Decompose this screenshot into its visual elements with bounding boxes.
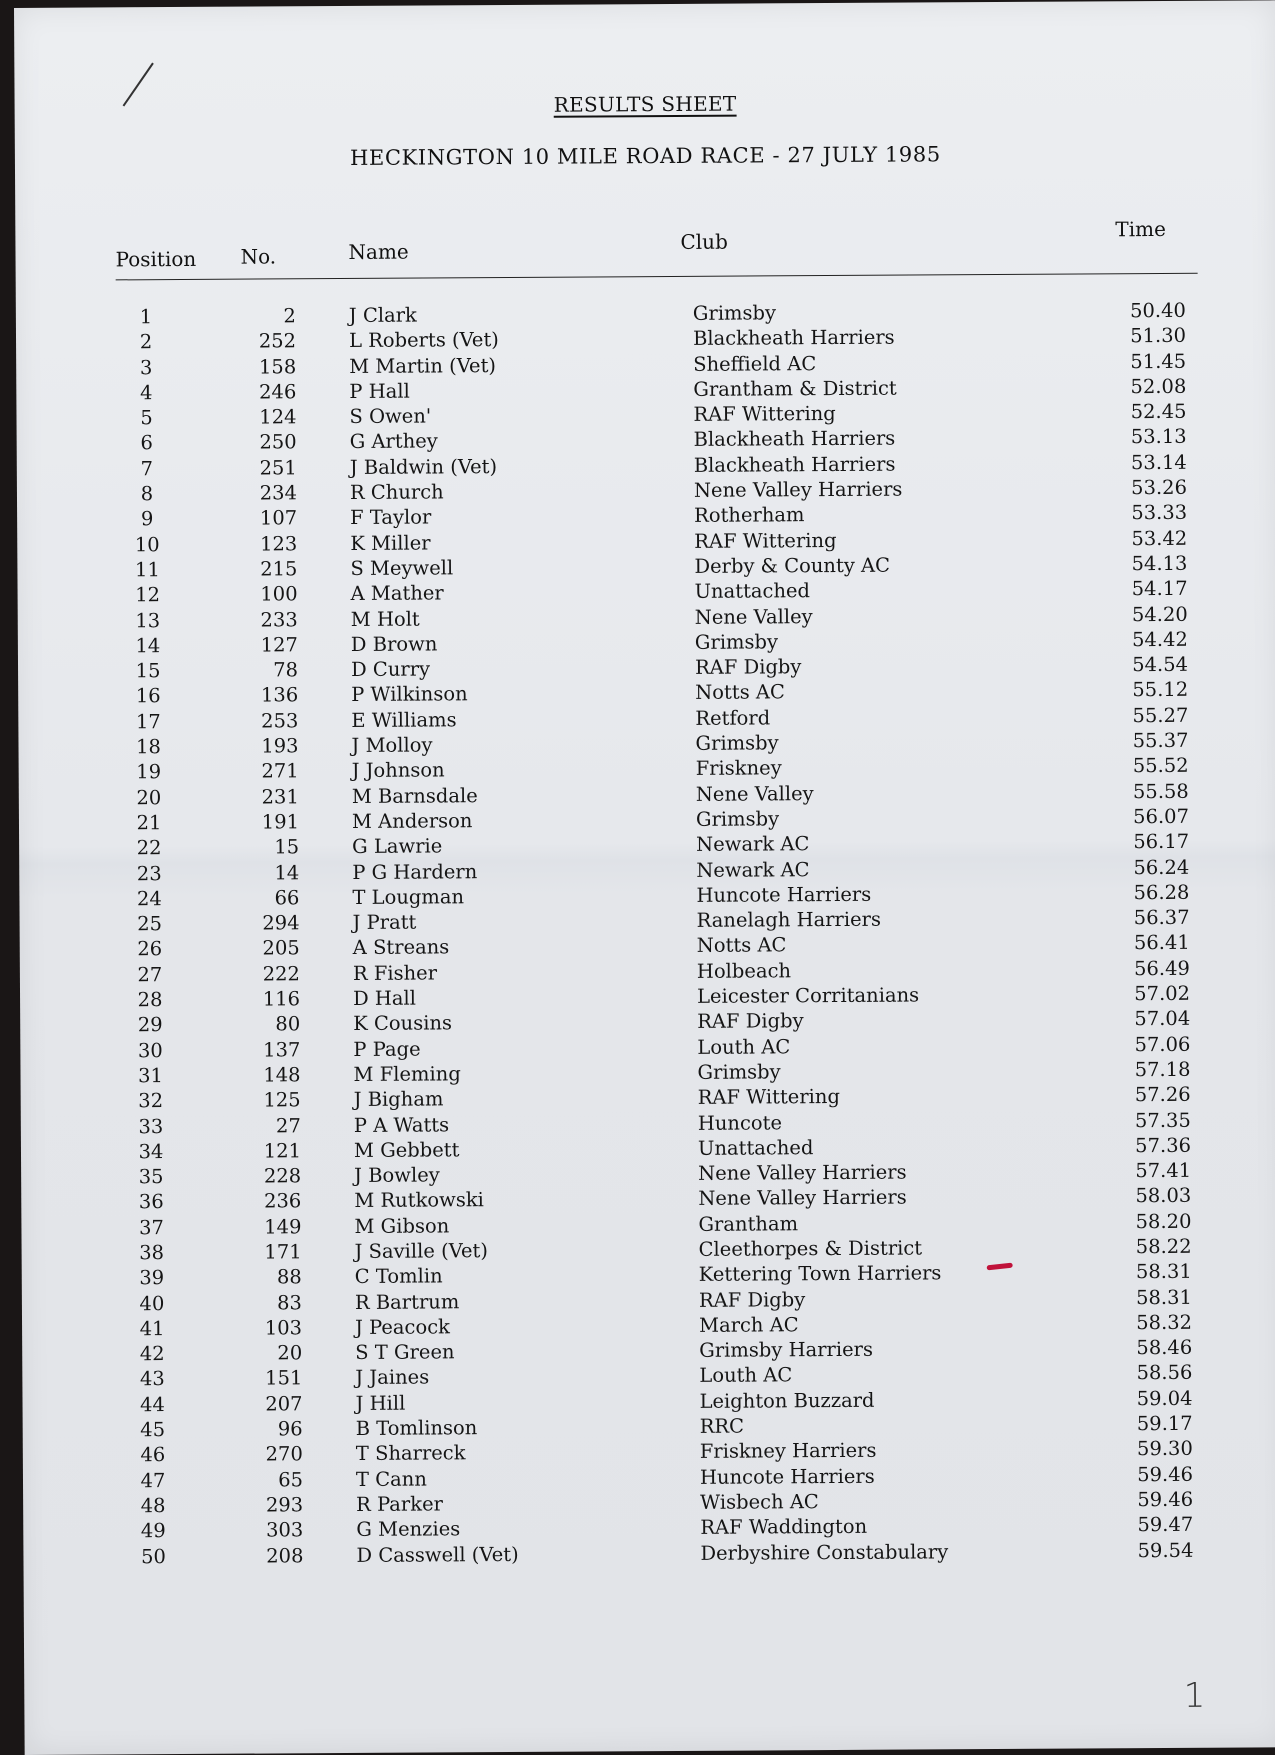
club-cell: Nene Valley bbox=[695, 781, 814, 806]
time-cell: 54.42 bbox=[1131, 627, 1188, 652]
position-cell: 16 bbox=[135, 684, 161, 708]
number-cell: 20 bbox=[277, 1341, 303, 1365]
number-cell: 171 bbox=[264, 1240, 302, 1264]
results-table bbox=[16, 298, 1275, 1571]
club-cell: Friskney Harriers bbox=[699, 1439, 877, 1464]
club-cell: Ranelagh Harriers bbox=[696, 907, 881, 932]
club-cell: Grimsby bbox=[694, 630, 779, 654]
position-cell: 28 bbox=[137, 988, 163, 1012]
position-cell: 45 bbox=[140, 1418, 166, 1442]
club-cell: RAF Waddington bbox=[700, 1515, 868, 1540]
number-cell: 124 bbox=[259, 405, 297, 429]
club-cell: Kettering Town Harriers bbox=[698, 1261, 942, 1287]
time-cell: 58.46 bbox=[1136, 1335, 1193, 1360]
number-cell: 253 bbox=[261, 709, 299, 733]
position-cell: 40 bbox=[139, 1291, 165, 1315]
name-cell: P G Hardern bbox=[352, 859, 478, 884]
time-cell: 53.26 bbox=[1131, 475, 1188, 500]
position-cell: 4 bbox=[140, 381, 153, 405]
position-cell: 29 bbox=[137, 1013, 163, 1037]
position-cell: 33 bbox=[138, 1114, 164, 1138]
time-cell: 58.31 bbox=[1135, 1260, 1192, 1284]
club-cell: RAF Digby bbox=[694, 655, 802, 680]
position-cell: 7 bbox=[140, 456, 154, 481]
club-cell: Nene Valley bbox=[694, 604, 813, 629]
position-cell: 36 bbox=[138, 1190, 164, 1214]
position-cell: 37 bbox=[138, 1215, 164, 1239]
club-cell: Derby & County AC bbox=[694, 553, 891, 578]
time-cell: 55.58 bbox=[1132, 779, 1189, 803]
time-cell: 53.14 bbox=[1130, 450, 1187, 474]
time-cell: 59.54 bbox=[1137, 1538, 1194, 1562]
position-cell: 31 bbox=[138, 1064, 164, 1088]
name-cell: J Hill bbox=[355, 1391, 406, 1415]
name-cell: G Lawrie bbox=[352, 834, 443, 859]
number-cell: 66 bbox=[274, 886, 300, 910]
name-cell: F Taylor bbox=[350, 505, 432, 530]
time-cell: 57.18 bbox=[1134, 1057, 1191, 1082]
name-cell: L Roberts (Vet) bbox=[348, 328, 499, 353]
number-cell: 215 bbox=[260, 557, 298, 581]
club-cell: March AC bbox=[698, 1313, 799, 1337]
name-cell: P Hall bbox=[349, 379, 410, 403]
club-cell: RAF Wittering bbox=[697, 1085, 840, 1110]
name-cell: J Saville (Vet) bbox=[354, 1239, 489, 1263]
number-cell: 65 bbox=[278, 1467, 304, 1492]
name-cell: G Menzies bbox=[356, 1517, 461, 1542]
name-cell: A Streans bbox=[352, 935, 450, 960]
time-cell: 51.30 bbox=[1130, 324, 1187, 348]
time-cell: 59.46 bbox=[1137, 1462, 1194, 1486]
club-cell: Notts AC bbox=[696, 933, 787, 958]
club-cell: RAF Wittering bbox=[694, 528, 837, 553]
position-cell: 19 bbox=[136, 760, 162, 784]
time-cell: 56.37 bbox=[1133, 905, 1190, 930]
position-cell: 41 bbox=[139, 1316, 165, 1341]
name-cell: P A Watts bbox=[353, 1112, 450, 1137]
position-cell: 44 bbox=[140, 1392, 166, 1417]
number-cell: 251 bbox=[259, 456, 297, 480]
club-cell: Derbyshire Constabulary bbox=[700, 1539, 949, 1565]
number-cell: 123 bbox=[259, 531, 298, 556]
name-cell: M Gibson bbox=[354, 1214, 450, 1238]
number-cell: 303 bbox=[265, 1518, 304, 1542]
number-cell: 208 bbox=[266, 1543, 304, 1568]
time-cell: 56.28 bbox=[1133, 880, 1190, 905]
position-cell: 38 bbox=[139, 1241, 165, 1265]
name-cell: M Gebbett bbox=[353, 1138, 460, 1162]
position-cell: 14 bbox=[135, 633, 161, 658]
number-cell: 137 bbox=[263, 1037, 301, 1062]
name-cell: D Brown bbox=[350, 632, 438, 656]
header-rule bbox=[116, 273, 1198, 281]
number-cell: 151 bbox=[265, 1366, 303, 1390]
name-cell: S Owen' bbox=[349, 404, 432, 429]
time-cell: 56.07 bbox=[1133, 804, 1190, 829]
number-cell: 236 bbox=[263, 1189, 302, 1213]
time-cell: 54.17 bbox=[1131, 577, 1188, 601]
club-cell: Leighton Buzzard bbox=[699, 1388, 875, 1413]
position-cell: 9 bbox=[140, 507, 154, 531]
name-cell: D Casswell (Vet) bbox=[356, 1542, 519, 1567]
time-cell: 52.08 bbox=[1130, 374, 1187, 399]
club-cell: Grimsby Harriers bbox=[699, 1337, 873, 1363]
club-cell: Grimsby bbox=[695, 807, 780, 831]
number-cell: 14 bbox=[274, 860, 300, 884]
position-cell: 10 bbox=[134, 532, 160, 556]
position-cell: 13 bbox=[135, 608, 161, 632]
name-cell: R Bartrum bbox=[354, 1289, 460, 1314]
name-cell: G Arthey bbox=[349, 429, 438, 454]
time-cell: 55.52 bbox=[1132, 754, 1189, 778]
club-cell: RAF Digby bbox=[697, 1009, 804, 1034]
position-cell: 17 bbox=[135, 709, 161, 734]
club-cell: RAF Digby bbox=[698, 1287, 806, 1312]
time-cell: 54.20 bbox=[1131, 602, 1188, 626]
position-cell: 46 bbox=[140, 1443, 166, 1467]
number-cell: 270 bbox=[265, 1442, 303, 1466]
name-cell: C Tomlin bbox=[354, 1264, 443, 1289]
time-cell: 58.03 bbox=[1135, 1184, 1192, 1208]
time-cell: 59.04 bbox=[1136, 1386, 1193, 1410]
number-cell: 136 bbox=[260, 683, 299, 707]
number-cell: 193 bbox=[261, 734, 299, 758]
name-cell: A Mather bbox=[350, 581, 444, 606]
name-cell: D Curry bbox=[350, 657, 431, 682]
club-cell: Grimsby bbox=[697, 1060, 781, 1084]
time-cell: 57.36 bbox=[1135, 1133, 1192, 1157]
club-cell: Blackheath Harriers bbox=[693, 427, 896, 452]
time-cell: 57.41 bbox=[1135, 1158, 1192, 1183]
number-cell: 158 bbox=[258, 354, 297, 379]
time-cell: 53.13 bbox=[1130, 425, 1187, 449]
name-cell: J Peacock bbox=[354, 1315, 450, 1339]
position-cell: 8 bbox=[140, 482, 154, 506]
position-cell: 15 bbox=[135, 659, 161, 683]
position-cell: 2 bbox=[139, 330, 153, 354]
number-cell: 80 bbox=[275, 1012, 301, 1036]
position-cell: 35 bbox=[138, 1165, 164, 1189]
number-cell: 293 bbox=[265, 1493, 304, 1517]
name-cell: R Fisher bbox=[352, 961, 438, 985]
club-cell: Retford bbox=[695, 706, 771, 730]
name-cell: J Bigham bbox=[353, 1087, 444, 1112]
club-cell: Grantham & District bbox=[693, 376, 897, 401]
header-club: Club bbox=[680, 229, 728, 254]
time-cell: 56.41 bbox=[1133, 931, 1190, 955]
header-time: Time bbox=[1115, 216, 1166, 242]
time-cell: 54.13 bbox=[1131, 551, 1188, 576]
time-cell: 56.24 bbox=[1133, 855, 1190, 879]
time-cell: 58.31 bbox=[1135, 1285, 1192, 1309]
time-cell: 55.27 bbox=[1132, 703, 1189, 727]
name-cell: T Cann bbox=[355, 1467, 427, 1491]
number-cell: 246 bbox=[259, 380, 297, 404]
club-cell: Blackheath Harriers bbox=[693, 452, 896, 477]
number-cell: 83 bbox=[277, 1290, 302, 1314]
number-cell: 107 bbox=[259, 506, 298, 530]
number-cell: 103 bbox=[264, 1316, 303, 1340]
position-cell: 22 bbox=[136, 836, 162, 860]
position-cell: 5 bbox=[140, 406, 153, 430]
number-cell: 294 bbox=[262, 911, 300, 935]
club-cell: Friskney bbox=[695, 756, 782, 781]
club-cell: Grimsby bbox=[692, 301, 777, 325]
name-cell: S Meywell bbox=[350, 556, 454, 580]
name-cell: P Wilkinson bbox=[351, 682, 468, 707]
number-cell: 222 bbox=[262, 961, 300, 986]
name-cell: J Pratt bbox=[352, 910, 417, 935]
position-cell: 26 bbox=[137, 937, 163, 961]
time-cell: 57.02 bbox=[1134, 981, 1191, 1006]
position-cell: 50 bbox=[140, 1544, 166, 1568]
club-cell: Blackheath Harriers bbox=[692, 325, 895, 351]
name-cell: J Clark bbox=[348, 303, 417, 327]
position-cell: 32 bbox=[138, 1089, 164, 1113]
name-cell: J Johnson bbox=[351, 758, 445, 783]
club-cell: Leicester Corritanians bbox=[696, 983, 920, 1008]
name-cell: T Sharreck bbox=[355, 1441, 466, 1466]
position-cell: 39 bbox=[139, 1266, 165, 1290]
position-cell: 18 bbox=[136, 735, 161, 759]
position-cell: 1 bbox=[139, 305, 153, 329]
number-cell: 121 bbox=[263, 1139, 302, 1163]
number-cell: 205 bbox=[262, 936, 300, 960]
time-cell: 57.26 bbox=[1134, 1083, 1191, 1107]
page-number: 1 bbox=[1183, 1675, 1206, 1716]
club-cell: Notts AC bbox=[695, 680, 785, 705]
position-cell: 11 bbox=[134, 558, 160, 582]
number-cell: 250 bbox=[259, 430, 297, 454]
time-cell: 58.20 bbox=[1135, 1209, 1192, 1233]
name-cell: J Baldwin (Vet) bbox=[349, 454, 498, 479]
club-cell: Nene Valley Harriers bbox=[698, 1185, 907, 1211]
club-cell: Huncote Harriers bbox=[699, 1464, 875, 1489]
number-cell: 148 bbox=[263, 1063, 301, 1087]
number-cell: 125 bbox=[263, 1088, 301, 1112]
club-cell: Newark AC bbox=[696, 832, 810, 857]
time-cell: 55.12 bbox=[1132, 678, 1189, 702]
club-cell: Nene Valley Harriers bbox=[698, 1160, 907, 1185]
name-cell: M Rutkowski bbox=[354, 1188, 484, 1213]
time-cell: 58.32 bbox=[1136, 1310, 1193, 1335]
name-cell: E Williams bbox=[351, 708, 457, 732]
position-cell: 25 bbox=[137, 912, 163, 936]
name-cell: P Page bbox=[353, 1037, 421, 1061]
time-cell: 57.04 bbox=[1134, 1007, 1191, 1031]
name-cell: J Bowley bbox=[354, 1163, 440, 1188]
club-cell: Grimsby bbox=[695, 731, 779, 755]
number-cell: 149 bbox=[264, 1214, 302, 1239]
position-cell: 24 bbox=[136, 886, 162, 911]
number-cell: 207 bbox=[265, 1392, 303, 1416]
time-cell: 58.22 bbox=[1135, 1234, 1192, 1259]
club-cell: Holbeach bbox=[696, 958, 792, 983]
club-cell: Sheffield AC bbox=[693, 351, 817, 376]
number-cell: 191 bbox=[261, 810, 300, 834]
position-cell: 27 bbox=[137, 962, 163, 986]
club-cell: RRC bbox=[699, 1414, 745, 1438]
club-cell: Rotherham bbox=[694, 503, 805, 528]
document-title: RESULTS SHEET bbox=[553, 91, 737, 117]
number-cell: 234 bbox=[259, 481, 298, 505]
time-cell: 50.40 bbox=[1129, 298, 1186, 323]
club-cell: Grantham bbox=[698, 1211, 799, 1236]
time-cell: 57.06 bbox=[1134, 1032, 1191, 1056]
club-cell: Unattached bbox=[697, 1135, 814, 1160]
position-cell: 12 bbox=[135, 583, 161, 607]
club-cell: Huncote Harriers bbox=[696, 882, 872, 907]
position-cell: 47 bbox=[140, 1468, 166, 1492]
position-cell: 42 bbox=[139, 1342, 165, 1366]
name-cell: M Anderson bbox=[351, 809, 473, 833]
name-cell: S T Green bbox=[355, 1340, 455, 1365]
time-cell: 53.42 bbox=[1131, 526, 1188, 550]
name-cell: D Hall bbox=[352, 986, 417, 1010]
club-cell: Louth AC bbox=[699, 1363, 793, 1388]
name-cell: M Holt bbox=[350, 607, 420, 631]
name-cell: J Molloy bbox=[351, 733, 433, 757]
time-cell: 57.35 bbox=[1134, 1108, 1191, 1132]
time-cell: 58.56 bbox=[1136, 1361, 1193, 1385]
name-cell: K Cousins bbox=[353, 1011, 453, 1036]
position-cell: 49 bbox=[140, 1519, 166, 1543]
club-cell: Wisbech AC bbox=[700, 1490, 819, 1514]
name-cell: B Tomlinson bbox=[355, 1416, 478, 1441]
time-cell: 59.30 bbox=[1136, 1437, 1193, 1461]
number-cell: 88 bbox=[276, 1265, 302, 1289]
number-cell: 100 bbox=[260, 582, 298, 606]
time-cell: 55.37 bbox=[1132, 728, 1189, 753]
club-cell: Newark AC bbox=[696, 857, 810, 882]
number-cell: 252 bbox=[258, 329, 297, 353]
time-cell: 56.17 bbox=[1133, 830, 1190, 854]
number-cell: 96 bbox=[277, 1417, 303, 1441]
position-cell: 3 bbox=[139, 355, 153, 379]
number-cell: 233 bbox=[260, 607, 298, 632]
time-cell: 59.17 bbox=[1136, 1411, 1193, 1436]
document-subtitle: HECKINGTON 10 MILE ROAD RACE - 27 JULY 1985 bbox=[350, 142, 941, 170]
header-name: Name bbox=[348, 239, 409, 264]
number-cell: 271 bbox=[261, 759, 299, 783]
club-cell: Louth AC bbox=[697, 1034, 791, 1059]
time-cell: 59.46 bbox=[1137, 1487, 1194, 1512]
name-cell: J Jaines bbox=[355, 1365, 430, 1390]
number-cell: 15 bbox=[274, 835, 300, 859]
position-cell: 21 bbox=[136, 811, 162, 835]
position-cell: 48 bbox=[140, 1494, 166, 1518]
name-cell: K Miller bbox=[350, 531, 431, 555]
name-cell: R Church bbox=[349, 480, 444, 505]
header-position: Position bbox=[115, 246, 197, 272]
results-sheet-page bbox=[14, 0, 1275, 1755]
number-cell: 78 bbox=[273, 658, 299, 682]
header-number: No. bbox=[240, 244, 277, 269]
number-cell: 231 bbox=[261, 784, 299, 809]
position-cell: 34 bbox=[138, 1139, 164, 1164]
club-cell: Huncote bbox=[697, 1110, 783, 1135]
time-cell: 54.54 bbox=[1132, 652, 1189, 677]
time-cell: 53.33 bbox=[1131, 501, 1188, 525]
name-cell: M Martin (Vet) bbox=[349, 353, 497, 378]
time-cell: 56.49 bbox=[1133, 956, 1190, 980]
club-cell: Cleethorpes & District bbox=[698, 1236, 923, 1261]
club-cell: RAF Wittering bbox=[693, 402, 836, 427]
time-cell: 59.47 bbox=[1137, 1513, 1194, 1537]
position-cell: 6 bbox=[140, 431, 153, 455]
position-cell: 30 bbox=[137, 1038, 163, 1062]
name-cell: R Parker bbox=[356, 1492, 443, 1516]
number-cell: 228 bbox=[263, 1164, 302, 1188]
club-cell: Nene Valley Harriers bbox=[693, 477, 903, 502]
position-cell: 23 bbox=[136, 861, 162, 885]
number-cell: 27 bbox=[275, 1113, 301, 1137]
number-cell: 127 bbox=[260, 633, 298, 657]
time-cell: 51.45 bbox=[1130, 349, 1187, 373]
position-cell: 20 bbox=[136, 785, 162, 809]
position-cell: 43 bbox=[139, 1367, 165, 1391]
number-cell: 116 bbox=[262, 987, 301, 1011]
time-cell: 52.45 bbox=[1130, 400, 1187, 424]
number-cell: 2 bbox=[283, 304, 296, 328]
club-cell: Unattached bbox=[694, 579, 811, 604]
name-cell: T Lougman bbox=[352, 885, 465, 909]
name-cell: M Fleming bbox=[353, 1062, 461, 1086]
name-cell: M Barnsdale bbox=[351, 783, 478, 808]
